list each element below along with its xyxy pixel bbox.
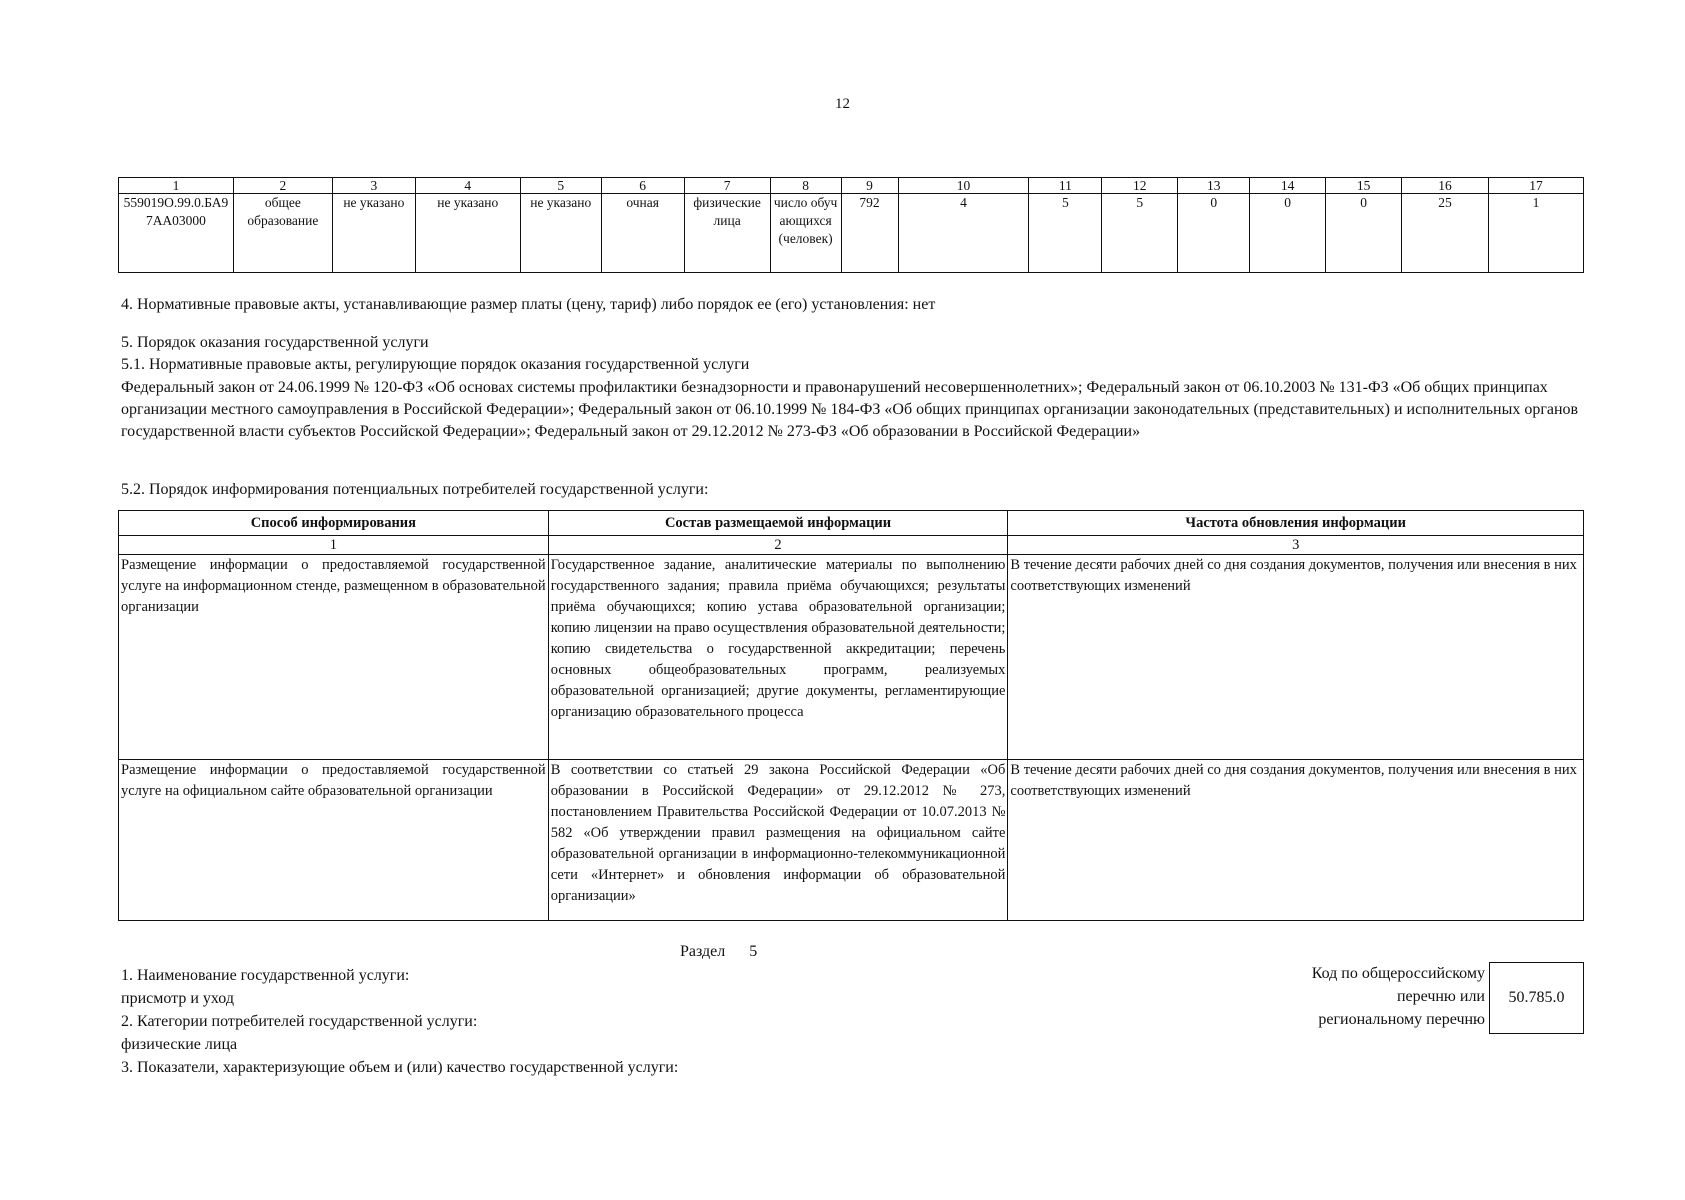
registry-code-value: 50.785.0: [1508, 989, 1565, 1006]
table-row: [119, 555, 1584, 760]
column-number: 2: [233, 178, 332, 194]
column-number: 8: [770, 178, 841, 194]
table-cell: физические лица: [684, 194, 770, 273]
column-number: 14: [1250, 178, 1326, 194]
column-number: 15: [1326, 178, 1402, 194]
frequency-cell: В течение десяти рабочих дней со дня создания документов, получения или внесения в них соответствующих изменений: [1008, 760, 1584, 921]
column-number-row: [119, 536, 1584, 555]
informing-table: [118, 510, 1584, 921]
column-number: 16: [1402, 178, 1489, 194]
column-number: 1: [119, 536, 549, 555]
content-cell: В соответствии со статьей 29 закона Российской Федерации «Об образовании в Российской Федерации» от 29.12.2012 № 273, постановлением Правительства Российской Федерации от 10.07.2013 № 582 «Об утверждении правил размещения на официальном сайте образовательной организации в информационно-телекоммуникационной сети «Интернет» и обновления информации об образовательной организации»: [548, 760, 1008, 921]
paragraph-procedure-title: 5. Порядок оказания государственной услуги: [121, 334, 429, 351]
section-label: Раздел: [680, 943, 726, 960]
method-cell: Размещение информации о предоставляемой государственной услуге на информационном стенде, размещенном в образовательной организации: [119, 555, 549, 760]
registry-number-cell: 559019О.99.0.БА97АА03000: [119, 194, 234, 273]
section-title: [680, 943, 757, 961]
frequency-cell: В течение десяти рабочих дней со дня создания документов, получения или внесения в них соответствующих изменений: [1008, 555, 1584, 760]
code-label-line: перечню или: [1396, 988, 1485, 1005]
column-number: 13: [1178, 178, 1250, 194]
method-cell: Размещение информации о предоставляемой государственной услуге на официальном сайте образовательной организации: [119, 760, 549, 921]
column-number: 9: [841, 178, 898, 194]
column-number: 11: [1029, 178, 1102, 194]
code-label-line: Код по общероссийскому: [1311, 965, 1485, 982]
table-cell: 1: [1489, 194, 1584, 273]
table-cell: очная: [601, 194, 684, 273]
table-cell: 0: [1326, 194, 1402, 273]
column-number: 3: [1008, 536, 1584, 555]
column-header: Состав размещаемой информации: [548, 511, 1008, 536]
indicators-label: 3. Показатели, характеризующие объем и (или) качество государственной услуги:: [121, 1059, 679, 1076]
column-header: Способ информирования: [119, 511, 549, 536]
code-label-line: региональному перечню: [1318, 1011, 1485, 1028]
service-name: присмотр и уход: [121, 990, 234, 1007]
paragraph-informing-title: 5.2. Порядок информирования потенциальных потребителей государственной услуги:: [121, 481, 709, 498]
table-cell: 0: [1250, 194, 1326, 273]
table-cell: не указано: [332, 194, 415, 273]
table-cell: число обучающихся (человек): [770, 194, 841, 273]
content-cell: Государственное задание, аналитические материалы по выполнению государственного задания; правила приёма обучающихся; результаты приёма обучающихся; копию устава образовательной организации; копию лицензии на право осуществления образовательной деятельности; копию свидетельства о государственной аккредитации; перечень основных общеобразовательных программ, реализуемых образовательной организацией; другие документы, регламентирующие организацию образовательного процесса: [548, 555, 1008, 760]
header-row: [119, 511, 1584, 536]
page-number: 12: [835, 96, 850, 112]
column-number: 2: [548, 536, 1008, 555]
table-cell: 4: [898, 194, 1029, 273]
table-cell: не указано: [520, 194, 601, 273]
column-number: 1: [119, 178, 234, 194]
section-number: 5: [749, 943, 758, 960]
paragraph-acts-title: 5.1. Нормативные правовые акты, регулирующие порядок оказания государственной услуги: [121, 356, 750, 373]
service-name-label: 1. Наименование государственной услуги:: [121, 967, 410, 984]
column-number: 5: [520, 178, 601, 194]
table-cell: 5: [1102, 194, 1178, 273]
consumers-label: 2. Категории потребителей государственной услуги:: [121, 1013, 478, 1030]
consumers: физические лица: [121, 1036, 238, 1053]
column-number-row: [119, 178, 1584, 194]
table-cell: 25: [1402, 194, 1489, 273]
paragraph-acts-text: Федеральный закон от 24.06.1999 № 120-ФЗ «Об основах системы профилактики безнадзорности и правонарушений несовершеннолетних»; Федеральный закон от 06.10.2003 № 131-ФЗ «Об общих принципах организации местного самоуправления в Российской Федерации»; Федеральный закон от 06.10.1999 № 184-ФЗ «Об общих принципах организации законодательных (представительных) и исполнительных органов государственной власти субъектов Российской Федерации»; Федеральный закон от 29.12.2012 № 273-ФЗ «Об образовании в Российской Федерации»: [121, 379, 1579, 440]
table-cell: 0: [1178, 194, 1250, 273]
registry-code-label: [1250, 962, 1485, 1031]
table-row: [119, 194, 1584, 273]
column-number: 6: [601, 178, 684, 194]
table-row: [119, 760, 1584, 921]
column-number: 17: [1489, 178, 1584, 194]
volume-indicators-table: [118, 177, 1584, 273]
table-cell: не указано: [415, 194, 520, 273]
column-number: 3: [332, 178, 415, 194]
column-header: Частота обновления информации: [1008, 511, 1584, 536]
column-number: 12: [1102, 178, 1178, 194]
column-number: 7: [684, 178, 770, 194]
table-cell: общее образование: [233, 194, 332, 273]
column-number: 4: [415, 178, 520, 194]
registry-code-box: [1489, 962, 1584, 1034]
paragraph-fees: 4. Нормативные правовые акты, устанавливающие размер платы (цену, тариф) либо порядок ее (его) установления: нет: [121, 296, 936, 313]
table-cell: 5: [1029, 194, 1102, 273]
table-cell: 792: [841, 194, 898, 273]
column-number: 10: [898, 178, 1029, 194]
